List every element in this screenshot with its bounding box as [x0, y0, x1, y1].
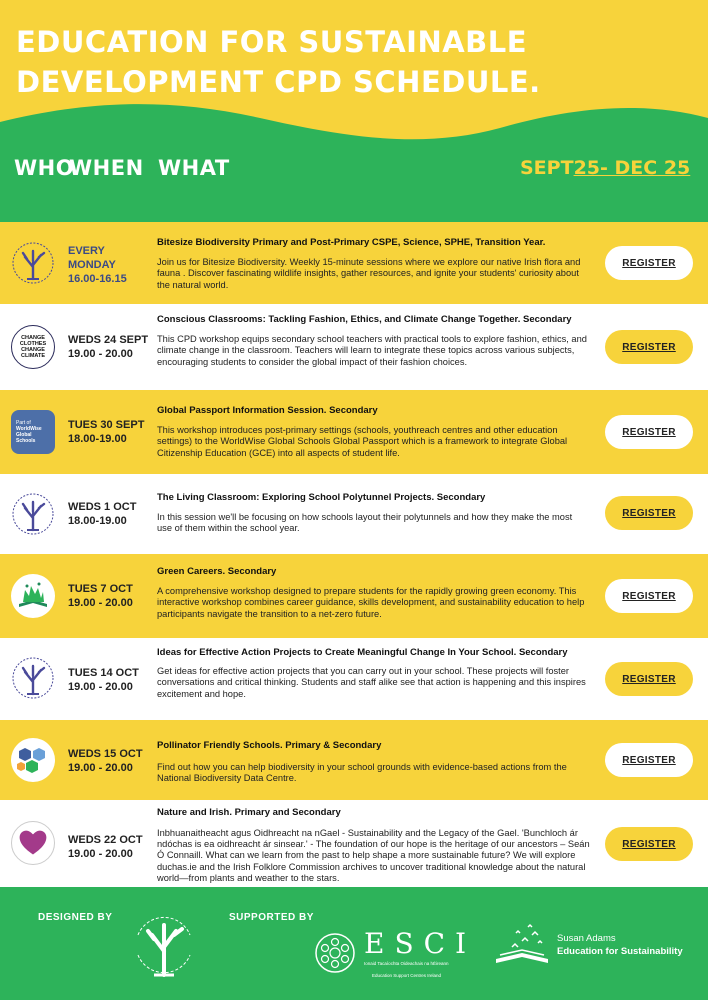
session-title: Bitesize Biodiversity Primary and Post-Primary CSPE, Science, SPHE, Transition Year. — [157, 237, 546, 248]
irish-schools-sustainability-network-icon — [11, 492, 55, 536]
irish-schools-sustainability-network-icon — [11, 656, 55, 700]
esci-subtitle-english: Education Support Centres Ireland — [372, 973, 442, 978]
logo-text: CHANGE CLOTHES CHANGE CLIMATE — [19, 335, 47, 359]
date-range-end: 25- DEC 25 — [573, 157, 691, 179]
supported-by-label: SUPPORTED BY — [229, 912, 314, 923]
when-line-2: 18.00-19.00 — [68, 433, 127, 445]
session-title: Nature and Irish. Primary and Secondary — [157, 807, 341, 818]
when-line-1: TUES 14 OCT — [68, 667, 139, 679]
when-line-1: EVERY — [68, 245, 105, 257]
register-button[interactable]: REGISTER — [605, 246, 693, 280]
schedule-row — [0, 720, 708, 800]
logo-text: WorldWise — [16, 426, 42, 432]
change-clothes-change-climate-icon — [11, 325, 55, 369]
esci-emblem-icon — [314, 932, 356, 979]
logo-text: Schools — [16, 438, 36, 444]
session-description: Inbhuanaitheacht agus Oidhreacht na nGael - Sustainability and the Legacy of the Gael. 'Bunchloch ár ndóchas is ea oidhreacht ár sinsear.' - The foundation of our hope is the heritage of our ancestors – Seán Ó Connaill. What can we learn from the past to help shape a more sustainable future? We will explore duchas.ie and the Irish Folklore Commission archives to uncover traditional knowledge about the natural world—from plants and weather to the stars. — [157, 828, 590, 883]
register-button[interactable]: REGISTER — [605, 827, 693, 861]
date-range-start: SEPT — [520, 157, 574, 179]
schedule-row — [0, 390, 708, 474]
schedule-row — [0, 800, 708, 887]
register-button[interactable]: REGISTER — [605, 743, 693, 777]
session-description: Find out how you can help biodiversity in your school grounds with evidence-based actions from the National Biodiversity Data Centre. — [157, 762, 567, 784]
logo-text: Global — [16, 432, 32, 438]
heart-icon — [11, 821, 55, 865]
header — [0, 0, 708, 222]
when-line-1: WEDS 24 SEPT — [68, 334, 149, 346]
when-line-1: WEDS 1 OCT — [68, 501, 137, 513]
when-line-2: 19.00 - 20.00 — [68, 848, 133, 860]
when-line-1: TUES 7 OCT — [68, 583, 133, 595]
session-description: Join us for Bitesize Biodiversity. Weekly 15-minute sessions where we explore our native Irish flora and fauna . Discover fascinating wildlife insights, gather resources, and ignite your students' curiosity about the natural world. — [157, 257, 581, 290]
when-line-1: TUES 30 SEPT — [68, 419, 145, 431]
page-title: EDUCATION FOR SUSTAINABLE DEVELOPMENT CPD SCHEDULE. — [16, 25, 541, 99]
when-line-2: 19.00 - 20.00 — [68, 597, 133, 609]
session-title: Global Passport Information Session. Secondary — [157, 405, 378, 416]
register-button[interactable]: REGISTER — [605, 496, 693, 530]
when-line-2: 19.00 - 20.00 — [68, 681, 133, 693]
register-button[interactable]: REGISTER — [605, 330, 693, 364]
register-button[interactable]: REGISTER — [605, 662, 693, 696]
footer — [0, 887, 708, 1000]
esci-subtitle-irish: Ionaid Tacaíochta Oideachais na hÉireann — [364, 961, 449, 966]
date-range — [520, 157, 690, 179]
schedule-row — [0, 554, 708, 638]
schedule-row — [0, 222, 708, 304]
session-title: The Living Classroom: Exploring School Polytunnel Projects. Secondary — [157, 492, 486, 503]
schedule-row — [0, 304, 708, 390]
schedule-row — [0, 638, 708, 720]
session-title: Conscious Classrooms: Tackling Fashion, Ethics, and Climate Change Together. Secondary — [157, 314, 572, 325]
education-for-sustainability-label: Education for Sustainability — [557, 946, 683, 957]
when-line-1: WEDS 15 OCT — [68, 748, 143, 760]
esci-wordmark: ESCI — [364, 927, 477, 960]
when-line-3: 16.00-16.15 — [68, 273, 127, 285]
green-careers-book-icon — [11, 574, 55, 618]
register-button[interactable]: REGISTER — [605, 415, 693, 449]
column-header-who: WHO — [14, 156, 75, 180]
logo-text: Part of — [16, 420, 31, 426]
designed-by-label: DESIGNED BY — [38, 912, 113, 923]
schedule-row — [0, 474, 708, 554]
when-line-2: MONDAY — [68, 259, 116, 271]
column-header-what: WHAT — [158, 156, 230, 180]
register-button[interactable]: REGISTER — [605, 579, 693, 613]
session-description: In this session we'll be focusing on how schools layout their polytunnels and how they make the most use of them within the school year. — [157, 512, 573, 534]
when-line-1: WEDS 22 OCT — [68, 834, 143, 846]
session-description: A comprehensive workshop designed to prepare students for the rapidly growing green economy. This interactive workshop combines career guidance, skills development, and sustainability education to help participants navigate the transition to a net-zero future. — [157, 586, 585, 619]
irish-schools-sustainability-network-icon — [11, 241, 55, 285]
susan-adams-name: Susan Adams — [557, 933, 616, 944]
session-description: This CPD workshop equips secondary school teachers with practical tools to explore fashion, ethics, and climate change in the classroom. Teachers will learn to integrate these topics across various subjects, encouraging students to consider the global impact of their fashion choices. — [157, 334, 587, 367]
when-line-2: 19.00 - 20.00 — [68, 762, 133, 774]
when-line-2: 18.00-19.00 — [68, 515, 127, 527]
session-title: Green Careers. Secondary — [157, 566, 277, 577]
when-line-2: 19.00 - 20.00 — [68, 348, 133, 360]
column-header-when: WHEN — [69, 156, 144, 180]
pollinator-hexagons-icon — [11, 738, 55, 782]
worldwise-global-schools-icon — [11, 410, 55, 454]
session-description: This workshop introduces post-primary settings (schools, youthreach centres and other education settings) to the WorldWise Global Schools Global Passport which is a framework to integrate Global Citizenship Education (GCE) into all aspects of student life. — [157, 425, 568, 458]
irish-schools-sustainability-network-logo-icon — [124, 905, 204, 990]
session-description: Get ideas for effective action projects that you can carry out in your school. These projects will foster conversations and critical thinking. Students and staff alike see that action is happening and this inspires excitement and hope. — [157, 666, 586, 699]
book-birds-logo-icon — [492, 919, 554, 976]
session-title: Ideas for Effective Action Projects to Create Meaningful Change In Your School. Secondary — [157, 647, 568, 658]
session-title: Pollinator Friendly Schools. Primary & Secondary — [157, 740, 382, 751]
